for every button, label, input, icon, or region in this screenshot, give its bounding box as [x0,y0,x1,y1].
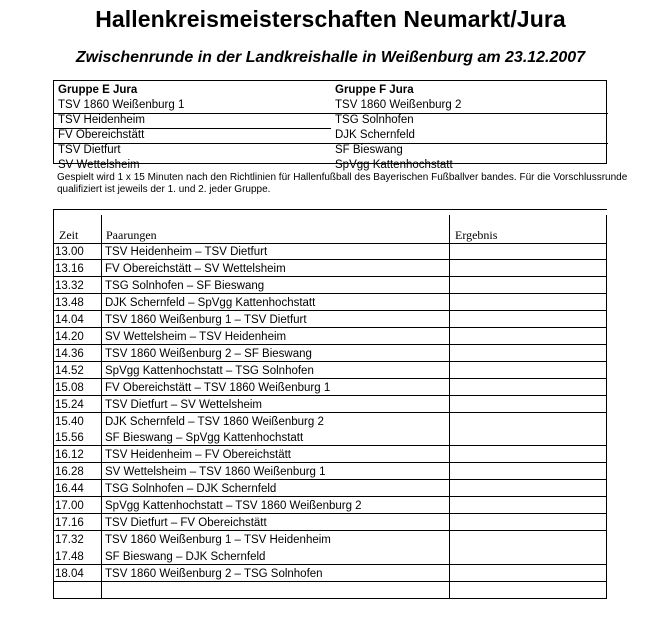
match-pairing: FV Obereichstätt – SV Wettelsheim [105,263,286,275]
match-pairing: FV Obereichstätt – TSV 1860 Weißenburg 1 [105,382,331,394]
schedule-time-divider [101,215,102,599]
document-subtitle: Zwischenrunde in der Landkreishalle in Weißenburg am 23.12.2007 [75,49,586,66]
match-pairing: DJK Schernfeld – TSV 1860 Weißenburg 2 [105,416,324,428]
schedule-result-divider [449,215,450,599]
match-pairing: TSV 1860 Weißenburg 2 – TSG Solnhofen [105,568,323,580]
match-pairing: SV Wettelsheim – TSV 1860 Weißenburg 1 [105,466,326,478]
header-pairings: Paarungen [106,228,157,242]
group-e-team: SV Wettelsheim [58,159,140,171]
group-f-column [335,83,605,173]
match-pairing: TSG Solnhofen – DJK Schernfeld [105,483,277,495]
match-time: 15.40 [55,416,84,428]
group-e-team: TSV Dietfurt [58,144,121,156]
header-time: Zeit [59,228,79,242]
match-pairing: TSG Solnhofen – SF Bieswang [105,280,265,292]
rules-note: Gespielt wird 1 x 15 Minuten nach den Richtlinien für Hallenfußball des Bayerischen Fußballver bandes. Für die Vorschlussrunde qualifiziert ist jeweils der 1. und 2. jeder Gruppe. [57,172,628,195]
match-time: 14.36 [55,348,84,360]
match-time: 16.28 [55,466,84,478]
match-time: 17.32 [55,534,84,546]
group-table [53,80,607,171]
group-row-divider [54,143,608,144]
match-time: 16.12 [55,449,84,461]
match-pairing: TSV 1860 Weißenburg 2 – SF Bieswang [105,348,312,360]
match-time: 13.00 [55,246,84,258]
match-pairing: SV Wettelsheim – TSV Heidenheim [105,331,287,343]
group-f-team: TSG Solnhofen [335,114,414,126]
group-row-divider [54,113,608,114]
match-time: 16.44 [55,483,84,495]
schedule-left-border [53,209,54,599]
group-e-heading: Gruppe E Jura [58,84,138,96]
group-e-team: FV Obereichstätt [58,129,145,141]
match-pairing: TSV 1860 Weißenburg 1 – TSV Dietfurt [105,314,307,326]
schedule-table [53,209,607,599]
match-time: 14.52 [55,365,84,377]
group-e-team: TSV Heidenheim [58,114,145,126]
group-f-team: SF Bieswang [335,144,403,156]
group-f-team: TSV 1860 Weißenburg 2 [335,99,462,111]
document-title: Hallenkreismeisterschaften Neumarkt/Jura [95,6,566,32]
match-pairing: TSV Dietfurt – SV Wettelsheim [105,399,263,411]
match-time: 18.04 [55,568,84,580]
group-row-divider [54,128,331,129]
match-time: 15.24 [55,399,84,411]
match-time: 13.48 [55,297,84,309]
match-time: 15.08 [55,382,84,394]
match-pairing: TSV Heidenheim – TSV Dietfurt [105,246,268,258]
group-f-team: SpVgg Kattenhochstatt [335,159,453,171]
match-time: 14.20 [55,331,84,343]
group-e-team: TSV 1860 Weißenburg 1 [58,99,185,111]
match-pairing: SpVgg Kattenhochstatt – TSV 1860 Weißenburg 2 [105,500,362,512]
match-time: 13.32 [55,280,84,292]
match-pairing: DJK Schernfeld – SpVgg Kattenhochstatt [105,297,316,309]
schedule-top-border [53,209,607,210]
match-pairing: TSV 1860 Weißenburg 1 – TSV Heidenheim [105,534,331,546]
match-pairing: SpVgg Kattenhochstatt – TSG Solnhofen [105,365,314,377]
group-f-heading: Gruppe F Jura [335,84,414,96]
match-time: 17.00 [55,500,84,512]
match-time: 17.48 [55,551,84,563]
schedule-row-border [53,598,607,599]
match-time: 15.56 [55,432,84,444]
match-pairing: TSV Dietfurt – FV Obereichstätt [105,517,267,529]
match-time: 14.04 [55,314,84,326]
match-pairing: SF Bieswang – DJK Schernfeld [105,551,266,563]
header-result: Ergebnis [455,228,498,242]
match-time: 17.16 [55,517,84,529]
group-f-team: DJK Schernfeld [335,129,415,141]
schedule-right-border [606,215,607,599]
match-pairing: TSV Heidenheim – FV Obereichstätt [105,449,291,461]
match-pairing: SF Bieswang – SpVgg Kattenhochstatt [105,432,304,444]
match-time: 13.16 [55,263,84,275]
